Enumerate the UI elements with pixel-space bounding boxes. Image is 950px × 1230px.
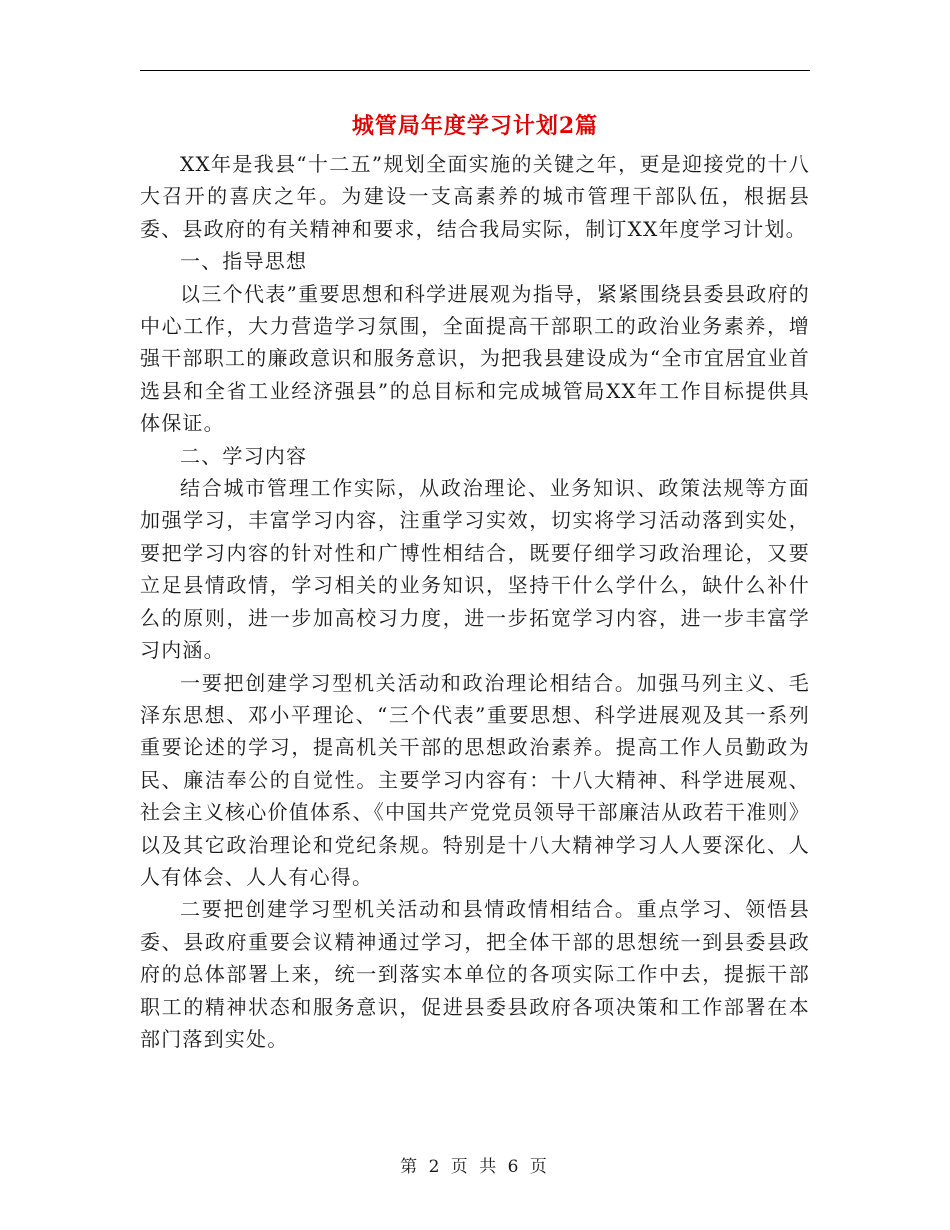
- paragraph-intro: XX年是我县“十二五”规划全面实施的关键之年，更是迎接党的十八大召开的喜庆之年。为建设一支高素养的城市管理干部队伍，根据县委、县政府的有关精神和要求，结合我局实际，制订XX年度学习计划。: [140, 152, 810, 241]
- paragraph-study-content: 结合城市管理工作实际，从政治理论、业务知识、政策法规等方面加强学习，丰富学习内容，注重学习实效，切实将学习活动落到实处，要把学习内容的针对性和广博性相结合，既要仔细学习政治理论，又要立足县情政情，学习相关的业务知识，坚持干什么学什么，缺什么补什么的原则，进一步加高校习力度，进一步拓宽学习内容，进一步丰富学习内涵。: [140, 476, 810, 663]
- paragraph-political-theory: 一要把创建学习型机关活动和政治理论相结合。加强马列主义、毛泽东思想、邓小平理论、“三个代表”重要思想、科学进展观及其一系列重要论述的学习，提高机关干部的思想政治素养。提高工作人员勤政为民、廉洁奉公的自觉性。主要学习内容有：十八大精神、科学进展观、社会主义核心价值体系、《中国共产党党员领导干部廉洁从政若干准则》以及其它政治理论和党纪条规。特别是十八大精神学习人人要深化、人人有体会、人人有心得。: [140, 670, 810, 889]
- paragraph-guiding-ideology: 以三个代表”重要思想和科学进展观为指导，紧紧围绕县委县政府的中心工作，大力营造学习氛围，全面提高干部职工的政治业务素养，增强干部职工的廉政意识和服务意识，为把我县建设成为“全市宜居宜业首选县和全省工业经济强县”的总目标和完成城管局XX年工作目标提供具体保证。: [140, 281, 810, 436]
- header-rule: [140, 70, 810, 71]
- paragraph-county-situation: 二要把创建学习型机关活动和县情政情相结合。重点学习、领悟县委、县政府重要会议精神通过学习，把全体干部的思想统一到县委县政府的总体部署上来，统一到落实本单位的各项实际工作中去，提振干部职工的精神状态和服务意识，促进县委县政府各项决策和工作部署在本部门落到实处。: [140, 897, 810, 1051]
- page-footer: 第 2 页 共 6 页: [400, 1157, 550, 1177]
- document-title: 城管局年度学习计划2篇: [351, 113, 599, 139]
- section-heading-guiding-ideology: 一、指导思想: [180, 249, 308, 274]
- document-body: [140, 148, 810, 1055]
- section-heading-study-content: 二、学习内容: [180, 443, 308, 468]
